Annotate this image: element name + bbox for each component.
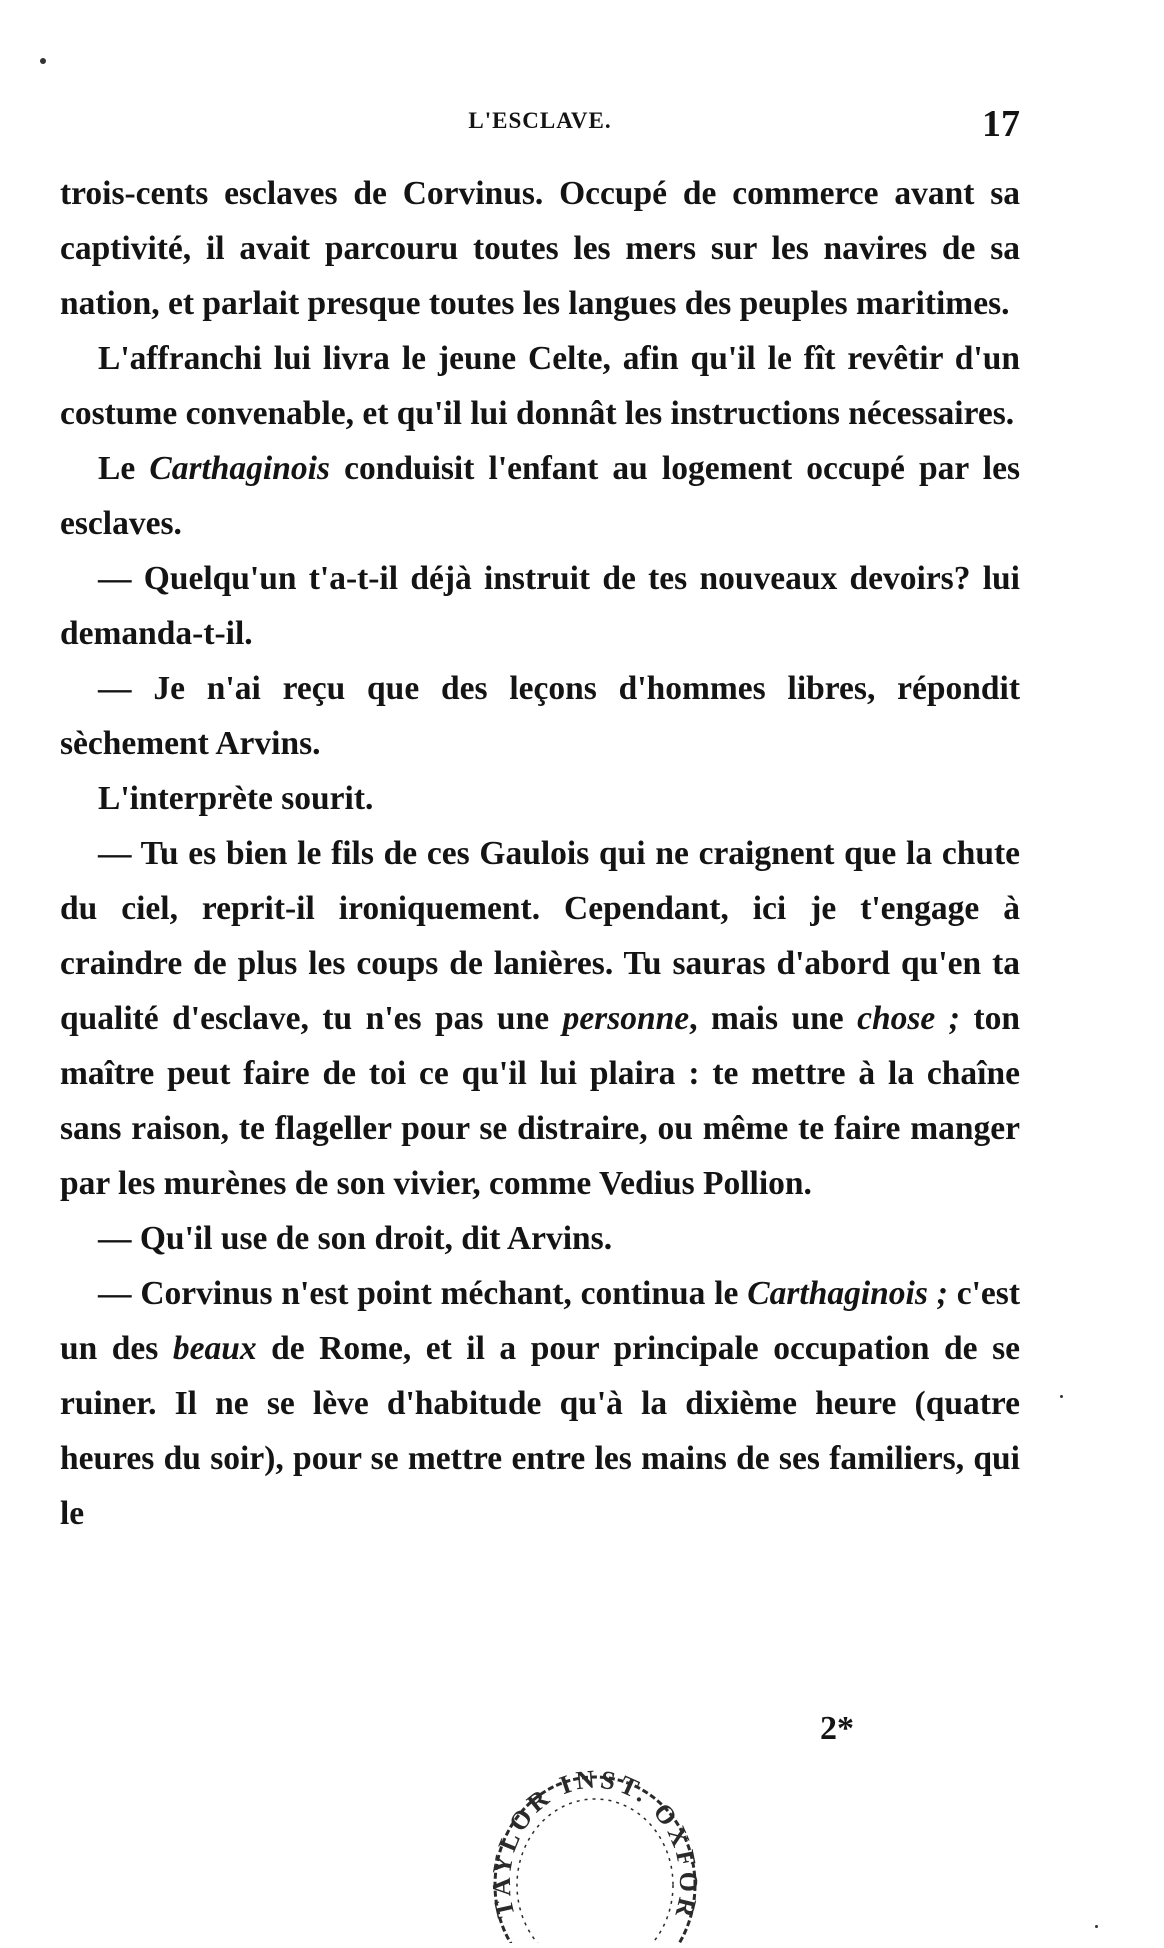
svg-text:TAYLOR INST. OXFORD (470, 1765, 703, 1924)
stamp-inner-ring (517, 1799, 673, 1943)
paragraph-text: trois-cents esclaves de Corvinus. Occupé de commerce avant sa captivité, il avait parcouru toutes les mers sur les navires de sa nation, et parlait presque toutes les langues des peuples maritimes. (60, 175, 1020, 322)
italic-term: Carthaginois ; (747, 1275, 948, 1312)
paragraph-text: de Rome, et il a pour principale occupation de se ruiner. Il ne se lève d'habitude qu'à la dixième heure (quatre heures du soir), pour se mettre entre les mains de ses familiers, qui le (60, 1330, 1020, 1532)
italic-term: beaux (172, 1330, 257, 1367)
paragraph-text: L'interprète sourit. (98, 780, 374, 817)
page-number: 17 (982, 103, 1020, 145)
running-title: L'ESCLAVE. (468, 108, 612, 133)
paragraph-9 (60, 1266, 1020, 1541)
paragraph-5 (60, 661, 1020, 771)
italic-term: Carthaginois (149, 450, 330, 487)
paragraph-text: — Corvinus n'est point méchant, continua le (98, 1275, 748, 1312)
paragraph-1 (60, 166, 1020, 331)
paragraph-8 (60, 1211, 1020, 1266)
body-text (60, 166, 1020, 1541)
paragraph-text: conduisit l'enfant au logement occupé par les esclaves. (60, 450, 1020, 542)
running-head (60, 103, 1020, 148)
ink-speck (1060, 1395, 1063, 1398)
paragraph-4 (60, 551, 1020, 661)
stamp-outer-ring (495, 1777, 695, 1943)
paragraph-text: ton maître peut faire de toi ce qu'il lui plaira : te mettre à la chaîne sans raison, te flageller pour se distraire, ou même te faire manger par les murènes de son vivier, comme Vedius Pollion. (60, 1000, 1020, 1202)
paragraph-text: c'est un des (60, 1275, 1020, 1367)
paragraph-7 (60, 826, 1020, 1211)
signature-mark: 2* (820, 1710, 854, 1747)
paragraph-text: — Quelqu'un t'a-t-il déjà instruit de tes nouveaux devoirs? lui demanda-t-il. (60, 560, 1020, 652)
paragraph-2 (60, 331, 1020, 441)
paragraph-6 (60, 771, 1020, 826)
library-stamp-seal (470, 1765, 720, 1943)
paragraph-text: , mais une (689, 1000, 858, 1037)
paragraph-3 (60, 441, 1020, 551)
ink-speck (1095, 1925, 1098, 1928)
library-stamp (470, 1765, 720, 1943)
paragraph-text: — Je n'ai reçu que des leçons d'hommes libres, répondit sèchement Arvins. (60, 670, 1020, 762)
paragraph-text: Le (98, 450, 150, 487)
paragraph-text: — Qu'il use de son droit, dit Arvins. (98, 1220, 613, 1257)
paragraph-text: — Tu es bien le fils de ces Gaulois qui ne craignent que la chute du ciel, reprit-il ironiquement. Cependant, ici je t'engage à craindre de plus les coups de lanières. Tu sauras d'abord qu'en ta qualité d'esclave, tu n'es pas une (60, 835, 1020, 1037)
italic-term: chose ; (857, 1000, 960, 1037)
paragraph-text: L'affranchi lui livra le jeune Celte, afin qu'il le fît revêtir d'un costume convenable, et qu'il lui donnât les instructions nécessaires. (60, 340, 1020, 432)
ink-speck (40, 58, 46, 64)
italic-term: personne (562, 1000, 690, 1037)
stamp-text: TAYLOR INST. OXFOR (486, 1765, 704, 1924)
